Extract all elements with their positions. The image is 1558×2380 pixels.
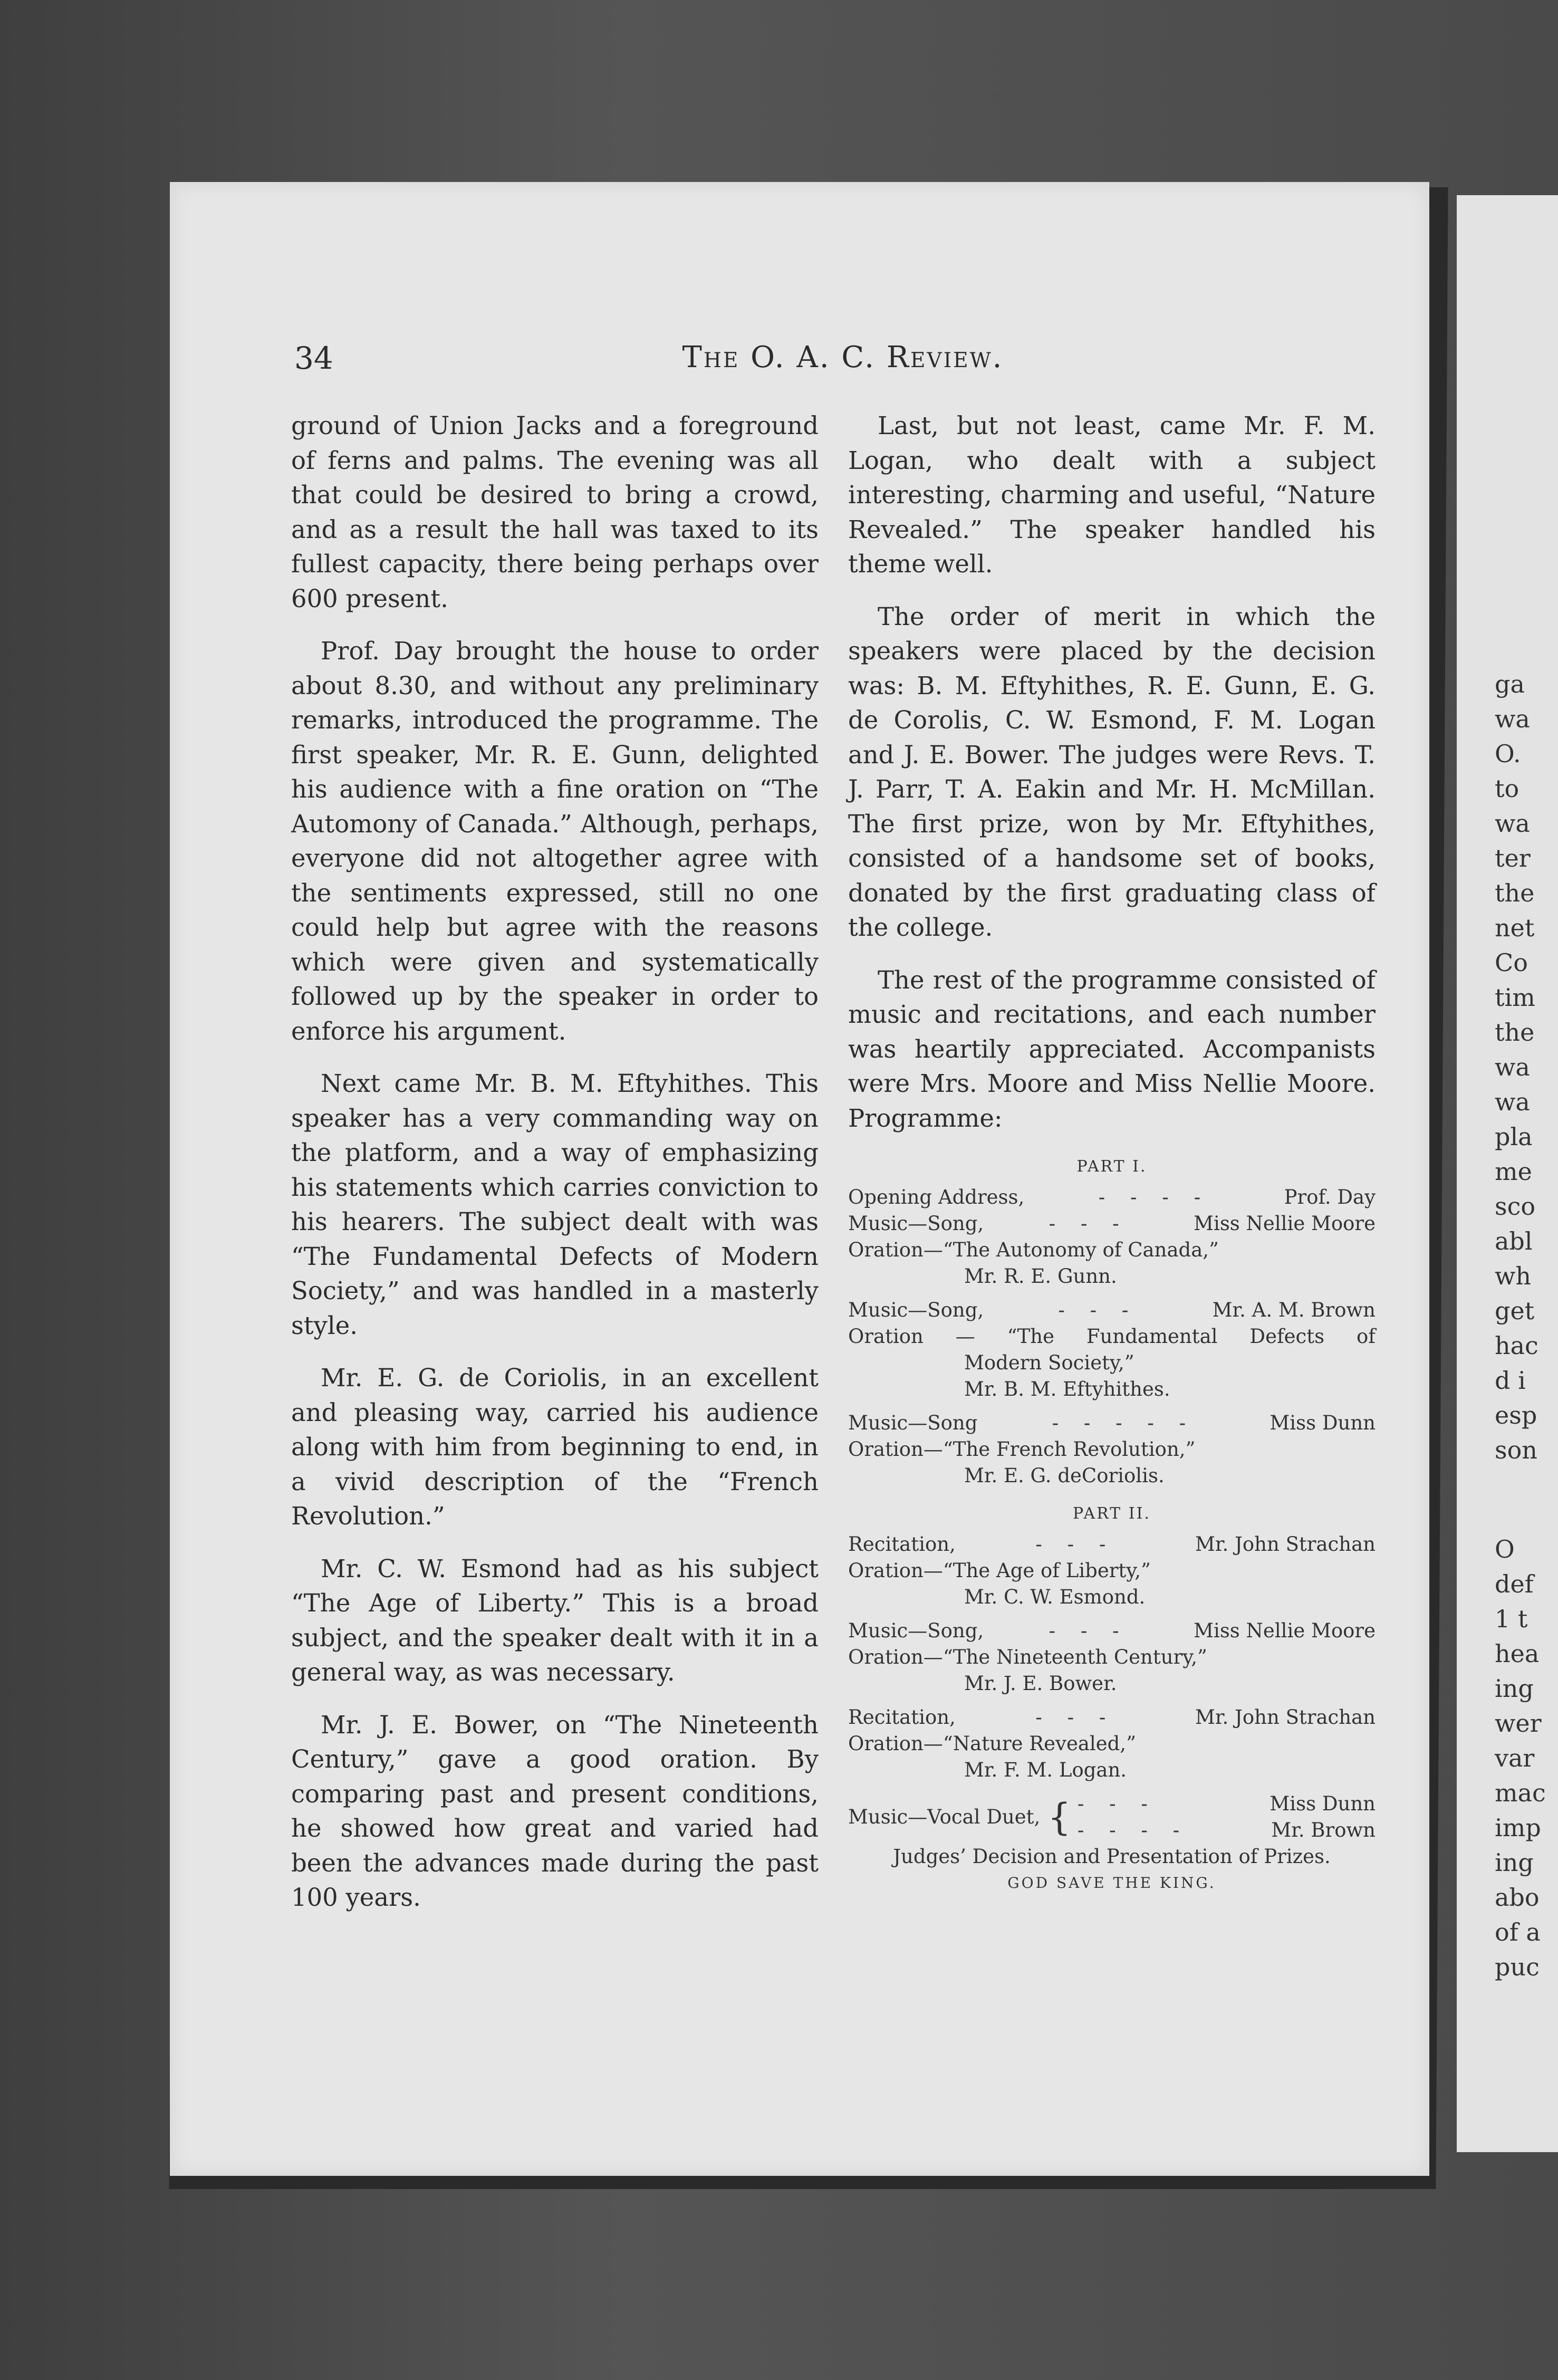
programme-item: Recitation, - - - Mr. John Strachan [848, 1706, 1376, 1729]
paragraph: Last, but not least, came Mr. F. M. Logan, who dealt with a subject interesting, charming and useful, “Nature Revealed.” The speaker handled his theme well. [848, 411, 1376, 578]
adjacent-page-edge: ga wa O. to wa ter the net Co tim the wa wa pla me sco abl wh get hac d i esp son O def 1 t hea ing wer var mac imp ing abo of a puc [1457, 195, 1558, 2152]
paragraph: Prof. Day brought the house to order about 8.30, and without any preliminary remarks, introduced the programme. The first speaker, Mr. R. E. Gunn, delighted his audience with a fine oration on “The Automony of Canada.” Although, perhaps, everyone did not altogether agree with the sentiments expressed, still no one could help but agree with the reasons which were given and systematically followed up by the speaker in order to enforce his argument. [291, 637, 819, 1045]
right-column [848, 409, 1376, 1896]
programme-speaker: Mr. R. E. Gunn. [964, 1265, 1117, 1288]
programme-speaker: Mr. E. G. deCoriolis. [964, 1464, 1165, 1487]
running-head: The O. A. C. Review. [682, 340, 1004, 375]
programme-speaker: Mr. F. M. Logan. [964, 1759, 1127, 1781]
paragraph: Mr. E. G. de Coriolis, in an excellent and pleasing way, carried his audience along with him from beginning to end, in a vivid description of the “French Revolution.” [291, 1364, 819, 1530]
page-header [294, 340, 1391, 382]
programme-oration-cont: Modern Society,” [964, 1351, 1134, 1374]
programme-oration: Oration—“The Nineteenth Century,” [848, 1646, 1207, 1668]
programme-part-heading: PART II. [1073, 1504, 1151, 1523]
programme-item: Music—Song, - - - Mr. A. M. Brown [848, 1299, 1376, 1321]
programme-oration: Oration — “The Fundamental Defects of [848, 1325, 1376, 1348]
paragraph: Next came Mr. B. M. Eftyhithes. This speaker has a very commanding way on the platform, and a way of emphasizing his statements which carries conviction to his hearers. The subject dealt with was “The Fundamental Defects of Modern Society,” and was handled in a masterly style. [291, 1069, 819, 1340]
paragraph: Mr. C. W. Esmond had as his subject “The Age of Liberty.” This is a broad subject, and the speaker dealt with it in a general way, as was necessary. [291, 1554, 819, 1686]
paragraph: ground of Union Jacks and a foreground of ferns and palms. The evening was all that could be desired to bring a crowd, and as a result the hall was taxed to its fullest capacity, there being perhaps over 600 present. [291, 411, 819, 613]
programme-judges: Judges’ Decision and Presentation of Prizes. [893, 1845, 1331, 1868]
programme-item: Music—Song - - - - - Miss Dunn [848, 1412, 1376, 1434]
programme-oration: Oration—“Nature Revealed,” [848, 1732, 1136, 1755]
programme-speaker: Mr. B. M. Eftyhithes. [964, 1378, 1170, 1400]
paragraph: Mr. J. E. Bower, on “The Nineteenth Century,” gave a good oration. By comparing past and present conditions, he showed how great and varied had been the advances made during the past 100 years. [291, 1710, 819, 1912]
programme-oration: Oration—“The Autonomy of Canada,” [848, 1239, 1219, 1261]
programme-speaker: Mr. C. W. Esmond. [964, 1586, 1146, 1608]
programme [848, 1154, 1376, 1896]
paragraph: The order of merit in which the speakers were placed by the decision was: B. M. Eftyhithes, R. E. Gunn, E. G. de Corolis, C. W. Esmond, F. M. Logan and J. E. Bower. The judges were Revs. T. J. Parr, T. A. Eakin and Mr. H. McMillan. The first prize, won by Mr. Eftyhithes, consisted of a handsome set of books, donated by the first graduating class of the college. [848, 602, 1376, 942]
left-column [291, 409, 819, 1933]
programme-anthem: GOD SAVE THE KING. [1007, 1874, 1216, 1892]
programme-speaker: Mr. J. E. Bower. [964, 1672, 1117, 1695]
programme-part-heading: PART I. [1076, 1157, 1147, 1176]
programme-item: Music—Song, - - - Miss Nellie Moore [848, 1212, 1376, 1235]
page-number: 34 [294, 340, 333, 376]
programme-oration: Oration—“The French Revolution,” [848, 1438, 1196, 1461]
magazine-page [170, 182, 1429, 2176]
programme-item: Music—Song, - - - Miss Nellie Moore [848, 1619, 1376, 1642]
paragraph: The rest of the programme consisted of music and recitations, and each number was heartily appreciated. Accompanists were Mrs. Moore and Miss Nellie Moore. Programme: [848, 965, 1376, 1133]
programme-duet: Music—Vocal Duet, { - - - Miss Dunn - - - - Mr. Brown [848, 1792, 1376, 1841]
brace-glyph: { [1047, 1796, 1071, 1839]
programme-item: Recitation, - - - Mr. John Strachan [848, 1533, 1376, 1556]
programme-item: Opening Address, - - - - Prof. Day [848, 1186, 1376, 1208]
programme-oration: Oration—“The Age of Liberty,” [848, 1559, 1151, 1582]
